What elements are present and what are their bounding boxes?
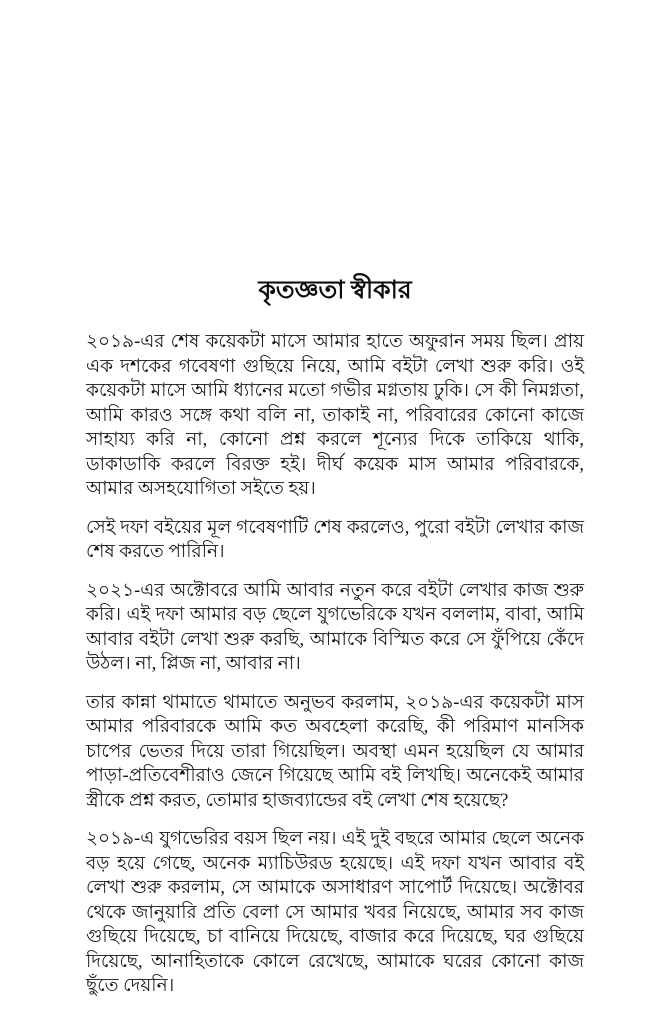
chapter-title: কৃতজ্ঞতা স্বীকার [258, 277, 412, 304]
paragraph-3: ২০২১-এর অক্টোবরে আমি আবার নতুন করে বইটা লেখার কাজ শুরু করি। এই দফা আমার বড় ছেলে যুগভেরিকে যখন বললাম, বাবা, আমি আবার বইটা লেখা শুরু করছি, আমাকে বিস্মিত করে সে ফুঁপিয়ে কেঁদে উঠল। না, প্লিজ না, আবার না। [86, 580, 584, 674]
paragraph-2: সেই দফা বইয়ের মূল গবেষণাটি শেষ করলেও, পুরো বইটা লেখার কাজ শেষ করতে পারিনি। [86, 517, 584, 562]
page-content [86, 274, 584, 999]
paragraph-4: তার কান্না থামাতে থামাতে অনুভব করলাম, ২০১৯-এর কয়েকটা মাস আমার পরিবারকে আমি কত অবহেলা করেছি, কী পরিমাণ মানসিক চাপের ভেতর দিয়ে তারা গিয়েছিল। অবস্থা এমন হয়েছিল যে আমার পাড়া-প্রতিবেশীরাও জেনে গিয়েছে আমি বই লিখছি। অনেকেই আমার স্ত্রীকে প্রশ্ন করত, তোমার হাজব্যান্ডের বই লেখা শেষ হয়েছে? [86, 692, 584, 811]
paragraph-5: ২০১৯-এ যুগভেরির বয়স ছিল নয়। এই দুই বছরে আমার ছেলে অনেক বড় হয়ে গেছে, অনেক ম্যাচিউরড হয়েছে। এই দফা যখন আবার বই লেখা শুরু করলাম, সে আমাকে অসাধারণ সাপোর্ট দিয়েছে। অক্টোবর থেকে জানুয়ারি প্রতি বেলা সে আমার খবর নিয়েছে, আমার সব কাজ গুছিয়ে দিয়েছে, চা বানিয়ে দিয়েছে, বাজার করে দিয়েছে, ঘর গুছিয়ে দিয়েছে, আনাহিতাকে কোলে রেখেছে, আমাকে ঘরের কোনো কাজ ছুঁতে দেয়নি। [86, 829, 584, 996]
paragraph-1: ২০১৯-এর শেষ কয়েকটা মাসে আমার হাতে অফুরান সময় ছিল। প্রায় এক দশকের গবেষণা গুছিয়ে নিয়ে, আমি বইটা লেখা শুরু করি। ওই কয়েকটা মাসে আমি ধ্যানের মতো গভীর মগ্নতায় ঢুকি। সে কী নিমগ্নতা, আমি কারও সঙ্গে কথা বলি না, তাকাই না, পরিবারের কোনো কাজে সাহায্য করি না, কোনো প্রশ্ন করলে শূন্যের দিকে তাকিয়ে থাকি, ডাকাডাকি করলে বিরক্ত হই। দীর্ঘ কয়েক মাস আমার পরিবারকে, আমার অসহযোগিতা সইতে হয়। [86, 332, 584, 499]
